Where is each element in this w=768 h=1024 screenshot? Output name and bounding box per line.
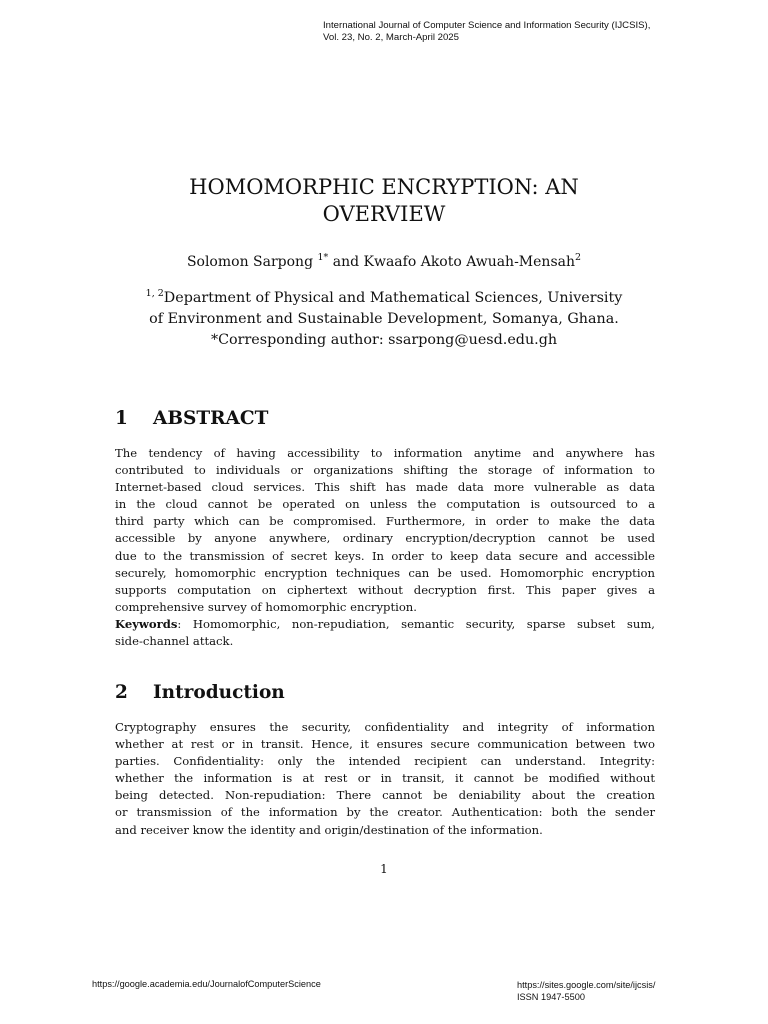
introduction-section-number: 2 xyxy=(115,682,128,703)
introduction-line: whether at rest or in transit. Hence, it ensures secure communication between two xyxy=(115,737,655,752)
introduction-line: being detected. Non-repudiation: There cannot be deniability about the creation xyxy=(115,788,655,803)
abstract-line: supports computation on ciphertext without decryption first. This paper gives a xyxy=(115,582,655,597)
introduction-line: whether the information is at rest or in transit, it cannot be modified without xyxy=(115,771,655,786)
footer-issn: ISSN 1947-5500 xyxy=(517,992,585,1002)
journal-header xyxy=(323,20,650,44)
affiliation xyxy=(0,288,768,351)
affiliation-line1: Department of Physical and Mathematical Sciences, University xyxy=(163,290,623,306)
corresponding-author: *Corresponding author: ssarpong@uesd.edu.gh xyxy=(210,332,558,348)
introduction-heading xyxy=(115,682,285,703)
introduction-line: or transmission of the information by the creator. Authentication: both the sender xyxy=(115,805,655,820)
introduction-body xyxy=(115,719,655,839)
abstract-line: The tendency of having accessibility to information anytime and anywhere has xyxy=(115,446,655,460)
page-number: 1 xyxy=(380,862,388,876)
author-2-affil-marker: 2 xyxy=(575,252,582,263)
abstract-line: in the cloud cannot be operated on unless the computation is outsourced to a xyxy=(115,497,655,512)
journal-header-line1: International Journal of Computer Science and Information Security (IJCSIS), xyxy=(323,20,651,31)
paper-title-line1: HOMOMORPHIC ENCRYPTION: AN xyxy=(189,175,579,199)
introduction-line: parties. Confidentiality: only the intended recipient can understand. Integrity: xyxy=(115,754,655,769)
abstract-line: accessible by anyone anywhere, ordinary encryption/decryption cannot be used xyxy=(115,531,655,546)
author-1-affil-marker: 1* xyxy=(317,252,329,263)
paper-title xyxy=(0,174,768,228)
abstract-section-title: ABSTRACT xyxy=(153,408,269,429)
abstract-line: comprehensive survey of homomorphic encryption. xyxy=(115,599,417,614)
abstract-heading xyxy=(115,408,268,429)
introduction-line: Cryptography ensures the security, confidentiality and integrity of information xyxy=(115,720,655,734)
keywords-line xyxy=(115,616,655,633)
introduction-section-title: Introduction xyxy=(153,682,285,703)
journal-header-line2: Vol. 23, No. 2, March-April 2025 xyxy=(323,32,459,43)
keywords-label: Keywords xyxy=(115,616,178,631)
footer-right xyxy=(517,979,655,1003)
author-2: and Kwaafo Akoto Awuah-Mensah xyxy=(328,254,575,270)
paper-title-line2: OVERVIEW xyxy=(322,202,446,226)
abstract-line: due to the transmission of secret keys. In order to keep data secure and accessible xyxy=(115,548,655,563)
introduction-line: and receiver know the identity and origin/destination of the information. xyxy=(115,822,543,837)
affiliation-marker: 1, 2 xyxy=(145,288,164,299)
author-list xyxy=(0,252,768,272)
abstract-line: contributed to individuals or organizations shifting the storage of information to xyxy=(115,463,655,478)
abstract-line: Internet-based cloud services. This shift has made data more vulnerable as data xyxy=(115,480,655,495)
author-1: Solomon Sarpong xyxy=(186,254,318,270)
affiliation-line2: of Environment and Sustainable Development, Somanya, Ghana. xyxy=(149,311,619,327)
keywords-line-2: side-channel attack. xyxy=(115,634,234,649)
footer-academia-link[interactable]: https://google.academia.edu/JournalofComputerScience xyxy=(92,979,321,989)
abstract-line: third party which can be compromised. Furthermore, in order to make the data xyxy=(115,514,655,529)
abstract-body xyxy=(115,445,655,650)
footer-sites-link[interactable]: https://sites.google.com/site/ijcsis/ xyxy=(517,980,656,990)
abstract-line: securely, homomorphic encryption techniques can be used. Homomorphic encryption xyxy=(115,565,655,580)
abstract-section-number: 1 xyxy=(115,408,128,429)
keywords-text: : Homomorphic, non-repudiation, semantic security, sparse subset sum, xyxy=(177,616,655,631)
